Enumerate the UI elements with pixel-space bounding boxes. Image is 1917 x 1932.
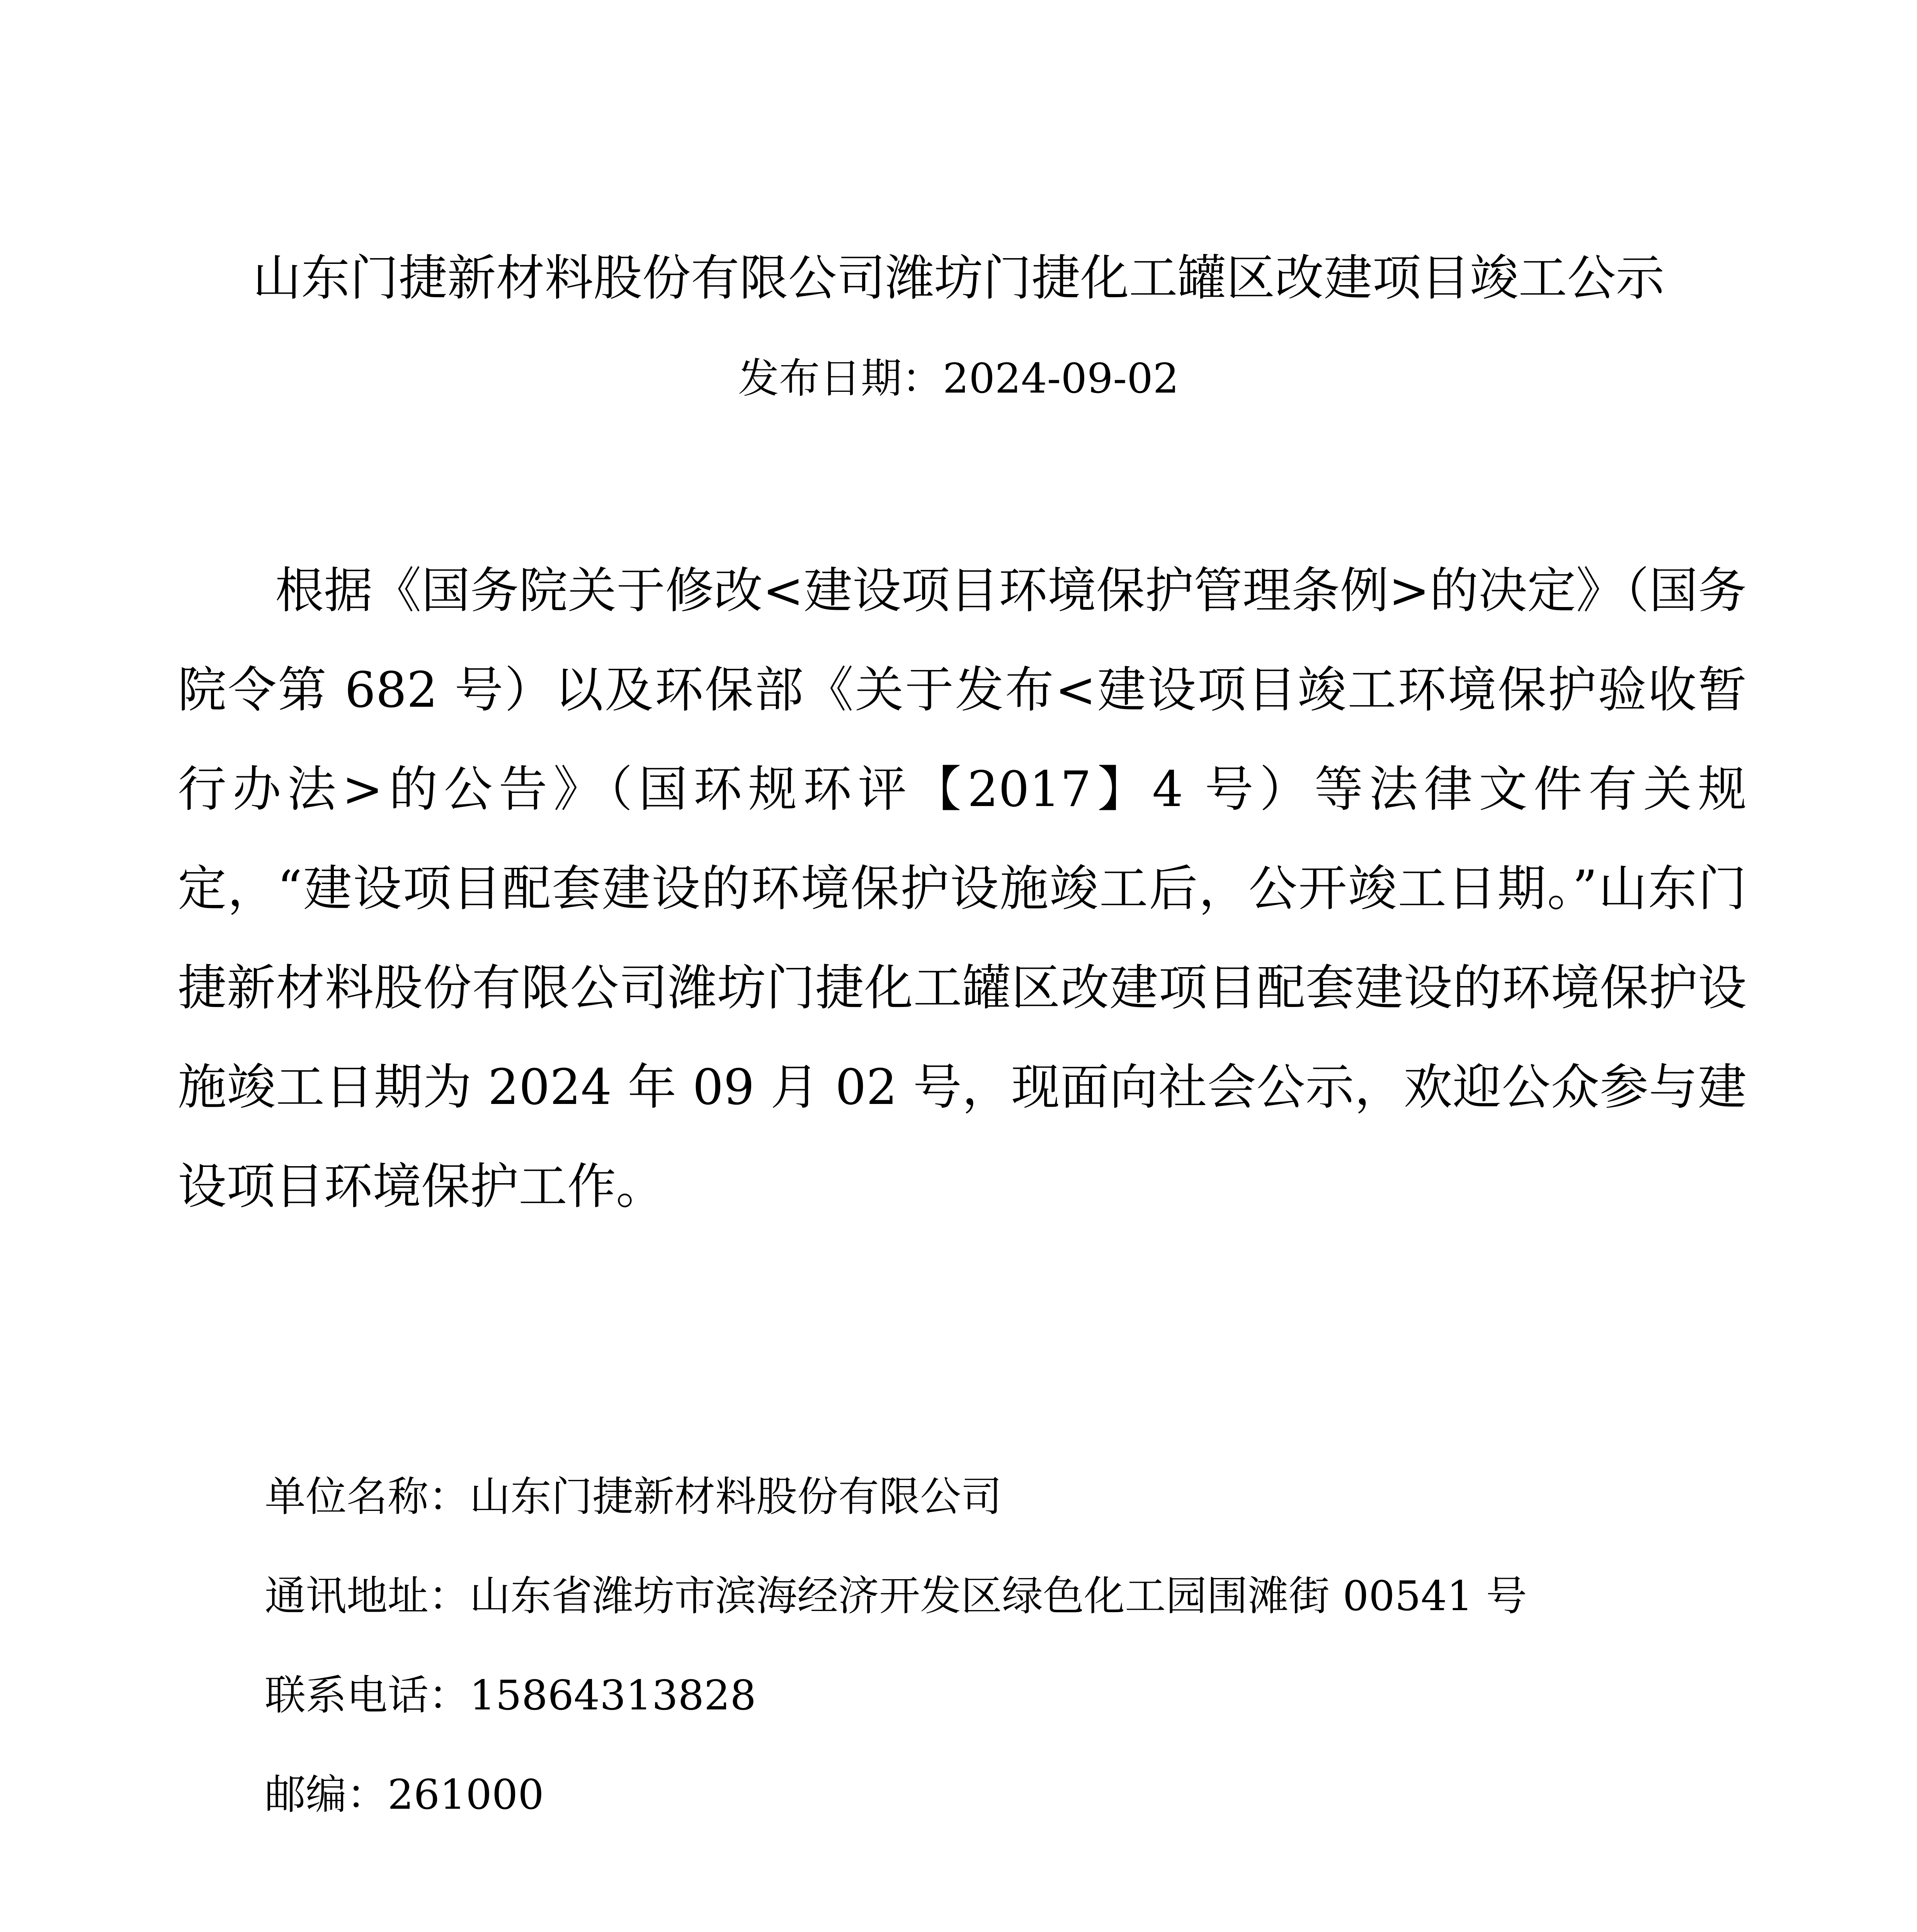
unit-value: 山东门捷新材料股份有限公司: [469, 1473, 1002, 1520]
address-label: 通讯地址：: [265, 1572, 469, 1620]
address-value: 山东省潍坊市滨海经济开发区绿色化工园围滩街 00541 号: [469, 1572, 1527, 1620]
document-title: 山东门捷新材料股份有限公司潍坊门捷化工罐区改建项目竣工公示: [252, 250, 1665, 306]
contact-address-row: [265, 1546, 1772, 1646]
contact-postcode-row: [265, 1745, 1772, 1844]
phone-value: 15864313828: [469, 1672, 756, 1719]
contact-phone-row: [265, 1646, 1772, 1745]
postcode-value: 261000: [388, 1771, 544, 1818]
publish-date-line: [0, 352, 1917, 406]
contact-block: [265, 1447, 1772, 1844]
publish-date-label: 发布日期：: [738, 355, 943, 402]
unit-label: 单位名称：: [265, 1473, 469, 1520]
phone-label: 联系电话：: [265, 1672, 469, 1719]
contact-unit-row: [265, 1447, 1772, 1546]
postcode-label: 邮编：: [265, 1771, 388, 1818]
publish-date-value: 2024-09-02: [942, 355, 1179, 402]
notice-body: 根据《国务院关于修改<建设项目环境保护管理条例>的决定》（国务院令第 682 号）以及环保部《关于发布<建设项目竣工环境保护验收暂行办法>的公告》（国环规环评【2017】4 号）等法律文件有关规定，“建设项目配套建设的环境保护设施竣工后，公开竣工日期。”山东门捷新材料股份有限公司潍坊门捷化工罐区改建项目配套建设的环境保护设施竣工日期为 2024 年 09 月 02 号，现面向社会公示，欢迎公众参与建设项目环境保护工作。: [178, 562, 1747, 1215]
